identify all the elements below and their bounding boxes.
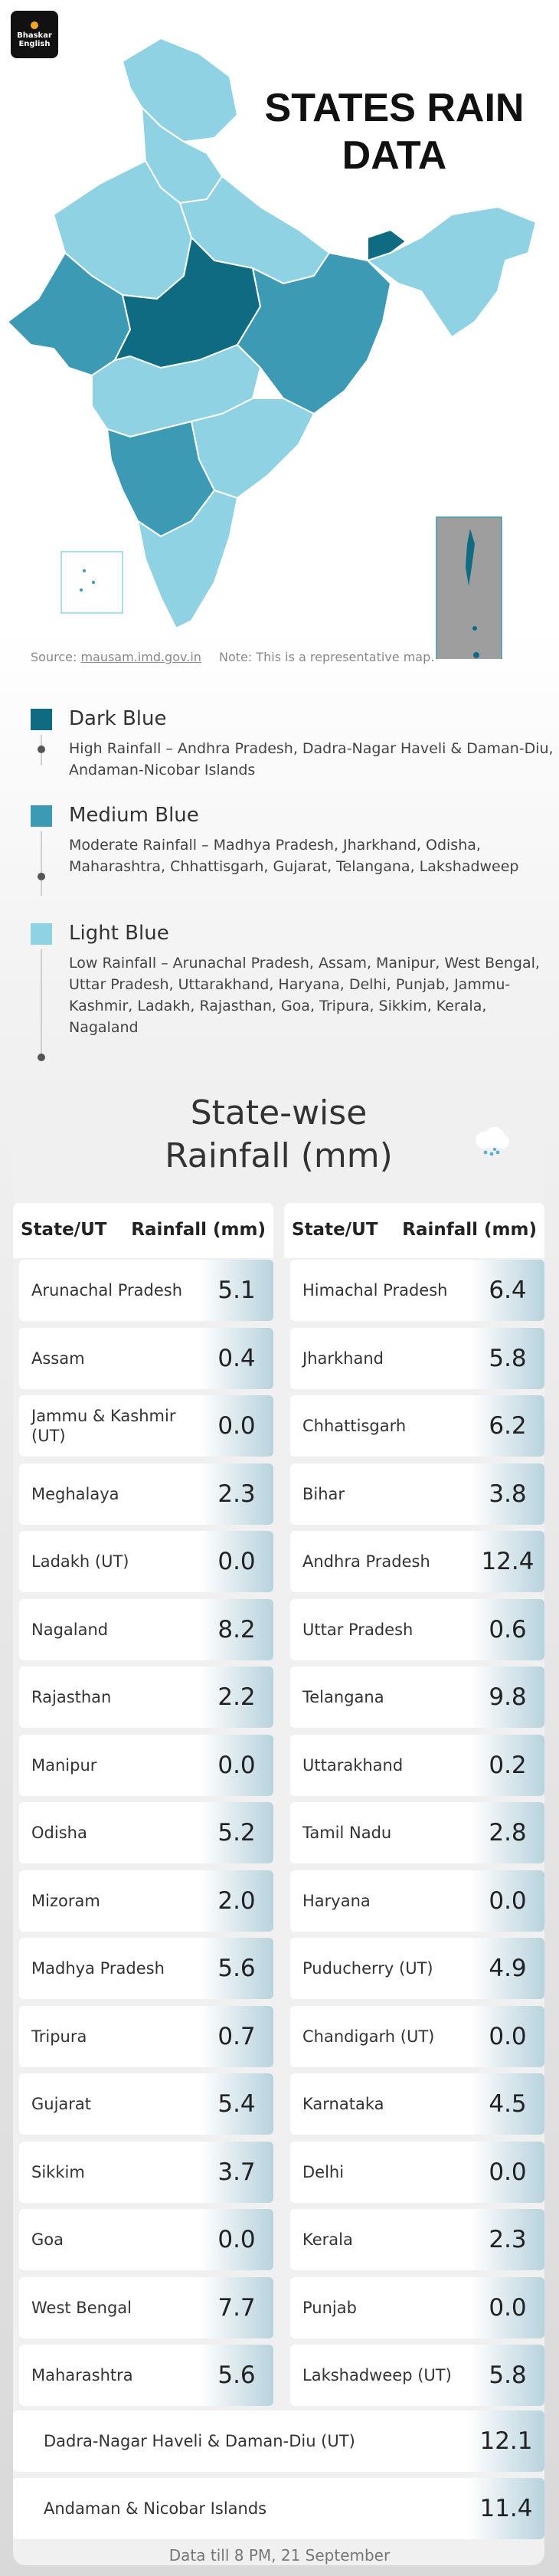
- table-row: [19, 2142, 273, 2203]
- logo-line1: Bhaskar: [17, 31, 52, 40]
- table-row: [290, 2142, 544, 2203]
- rainfall-value: 12.1: [468, 2410, 544, 2472]
- rainfall-value: 0.4: [200, 1328, 273, 1389]
- state-name: Chandigarh (UT): [302, 2027, 435, 2046]
- state-name: Uttar Pradesh: [302, 1620, 414, 1639]
- table-row: [290, 2073, 544, 2135]
- legend-title: Dark Blue: [69, 707, 167, 730]
- state-name: Punjab: [302, 2298, 357, 2317]
- table-row: [19, 1735, 273, 1796]
- rainfall-value: 4.5: [471, 2073, 544, 2135]
- header-rainfall: Rainfall (mm): [402, 1220, 537, 1240]
- rainfall-value: 0.0: [200, 1735, 273, 1796]
- table-header: [13, 1203, 273, 1258]
- legend-description: High Rainfall – Andhra Pradesh, Dadra-Nagar Haveli & Daman-Diu, Andaman-Nicobar Islands: [69, 740, 554, 778]
- map-region-north-east: [368, 207, 536, 337]
- state-name: Ladakh (UT): [31, 1552, 129, 1571]
- state-name: Arunachal Pradesh: [31, 1281, 183, 1299]
- table-row: [19, 2006, 273, 2067]
- state-name: Jammu & Kashmir (UT): [31, 1407, 176, 1445]
- state-name: Tripura: [31, 2027, 87, 2046]
- state-name: Uttarakhand: [302, 1755, 404, 1775]
- legend-description: Low Rainfall – Arunachal Pradesh, Assam, Manipur, West Bengal, Uttar Pradesh, Uttarakhand, Haryana, Delhi, Punjab, Jammu-Kashmir, Ladakh, Rajasthan, Goa, Tripura, Sikkim, Kerala, Nagaland: [69, 955, 540, 1036]
- table-title: State-wise Rainfall (mm): [165, 1093, 393, 1175]
- rainfall-value: 6.2: [471, 1395, 544, 1457]
- rainfall-value: 4.9: [471, 1938, 544, 1999]
- table-row: [19, 1260, 273, 1321]
- rainfall-value: 2.3: [200, 1463, 273, 1525]
- rainfall-value: 0.0: [471, 2006, 544, 2067]
- state-name: Delhi: [302, 2162, 345, 2181]
- table-row: [290, 1938, 544, 1999]
- state-name: Nagaland: [31, 1620, 109, 1639]
- table-row: [290, 1260, 544, 1321]
- state-name: Puducherry (UT): [302, 1959, 433, 1978]
- table-row: [19, 1870, 273, 1932]
- table-row: [19, 1802, 273, 1863]
- medium-blue-swatch: [31, 805, 52, 827]
- table-row: [19, 1328, 273, 1389]
- rainfall-value: 0.0: [200, 1531, 273, 1592]
- table-row: [19, 2345, 273, 2406]
- rainfall-value: 12.4: [471, 1531, 544, 1592]
- rainfall-value: 3.7: [200, 2142, 273, 2203]
- table-row: [290, 1802, 544, 1863]
- rainfall-value: 0.0: [471, 2142, 544, 2203]
- rainfall-value: 0.0: [471, 2277, 544, 2338]
- state-name: Madhya Pradesh: [31, 1959, 165, 1978]
- sun-icon: [31, 21, 38, 29]
- state-name: Rajasthan: [31, 1688, 112, 1706]
- table-row: [19, 1531, 273, 1592]
- state-name: Lakshadweep (UT): [302, 2366, 452, 2384]
- table-row: [19, 1395, 273, 1457]
- rainfall-value: 6.4: [471, 1260, 544, 1321]
- table-row: [290, 1531, 544, 1592]
- table-row: [290, 2209, 544, 2270]
- table-row-wide: [13, 2478, 544, 2539]
- state-name: Meghalaya: [31, 1484, 119, 1503]
- logo-line2: English: [18, 39, 51, 48]
- rainfall-value: 0.2: [471, 1735, 544, 1796]
- state-name: Andaman & Nicobar Islands: [44, 2499, 267, 2518]
- header-state: State/UT: [21, 1220, 107, 1240]
- source-link[interactable]: mausam.imd.gov.in: [80, 650, 201, 664]
- table-row: [19, 1667, 273, 1728]
- table-row: [19, 2209, 273, 2270]
- source-line: [31, 650, 434, 664]
- header-state: State/UT: [292, 1220, 378, 1240]
- state-name: Telangana: [302, 1688, 384, 1706]
- rainfall-value: 5.1: [200, 1260, 273, 1321]
- table-row: [290, 1870, 544, 1932]
- state-name: Sikkim: [31, 2162, 85, 2181]
- state-name: Assam: [31, 1349, 85, 1368]
- table-row: [290, 1667, 544, 1728]
- state-name: Gujarat: [31, 2095, 92, 2113]
- map-region-east: [237, 253, 391, 414]
- rainfall-value: 2.8: [471, 1802, 544, 1863]
- rainfall-value: 8.2: [200, 1599, 273, 1660]
- rainfall-value: 0.0: [200, 1395, 273, 1457]
- rainfall-value: 7.7: [200, 2277, 273, 2338]
- rainfall-value: 2.2: [200, 1667, 273, 1728]
- legend-description: Moderate Rainfall – Madhya Pradesh, Jharkhand, Odisha, Maharashtra, Chhattisgarh, Gujarat, Telangana, Lakshadweep: [69, 837, 519, 875]
- table-row: [19, 2073, 273, 2135]
- state-name: Andhra Pradesh: [302, 1552, 430, 1571]
- table-header: [284, 1203, 544, 1258]
- state-name: Mizoram: [31, 1891, 100, 1910]
- state-name: Kerala: [302, 2230, 353, 2249]
- state-name: Bihar: [302, 1484, 345, 1503]
- state-name: Karnataka: [302, 2095, 384, 2113]
- table-row: [19, 2277, 273, 2338]
- light-blue-swatch: [31, 923, 52, 945]
- rainfall-value: 5.4: [200, 2073, 273, 2135]
- rainfall-value: 0.7: [200, 2006, 273, 2067]
- state-name: West Bengal: [31, 2298, 132, 2317]
- table-row-wide: [13, 2410, 544, 2472]
- map-note: Note: This is a representative map.: [219, 650, 435, 664]
- table-row: [290, 1599, 544, 1660]
- state-name: Chhattisgarh: [302, 1417, 407, 1435]
- legend-title: Medium Blue: [69, 804, 199, 827]
- rainfall-value: 5.6: [200, 2345, 273, 2406]
- rainfall-value: 11.4: [468, 2478, 544, 2539]
- rain-cloud-icon: [469, 1126, 513, 1157]
- dark-blue-swatch: [31, 709, 52, 730]
- table-row: [290, 2006, 544, 2067]
- legend-title: Light Blue: [69, 922, 169, 945]
- rainfall-value: 5.2: [200, 1802, 273, 1863]
- state-name: Dadra-Nagar Haveli & Daman-Diu (UT): [44, 2432, 355, 2450]
- state-name: Goa: [31, 2230, 64, 2249]
- state-name: Himachal Pradesh: [302, 1281, 448, 1299]
- rainfall-value: 0.0: [471, 1870, 544, 1932]
- rainfall-value: 0.0: [200, 2209, 273, 2270]
- rainfall-value: 3.8: [471, 1463, 544, 1525]
- map-region-jammu-kashmir: [123, 38, 237, 142]
- table-row: [19, 1599, 273, 1660]
- rainfall-value: 9.8: [471, 1667, 544, 1728]
- data-timestamp: Data till 8 PM, 21 September: [168, 2546, 391, 2565]
- table-row: [290, 1735, 544, 1796]
- rainfall-value: 5.6: [200, 1938, 273, 1999]
- table-row: [290, 1328, 544, 1389]
- state-name: Haryana: [302, 1891, 371, 1910]
- rainfall-value: 2.0: [200, 1870, 273, 1932]
- rainfall-value: 0.6: [471, 1599, 544, 1660]
- table-row: [19, 1938, 273, 1999]
- source-prefix: Source:: [31, 650, 77, 664]
- table-row: [19, 1463, 273, 1525]
- state-name: Jharkhand: [302, 1349, 384, 1368]
- state-name: Manipur: [31, 1755, 97, 1775]
- table-row: [290, 1395, 544, 1457]
- rainfall-value: 2.3: [471, 2209, 544, 2270]
- state-name: Tamil Nadu: [302, 1824, 392, 1842]
- table-row: [290, 2345, 544, 2406]
- page-title: STATES RAIN DATA: [264, 86, 525, 178]
- table-row: [290, 2277, 544, 2338]
- state-name: Maharashtra: [31, 2366, 133, 2384]
- state-name: Odisha: [31, 1824, 87, 1842]
- header-rainfall: Rainfall (mm): [131, 1220, 266, 1240]
- table-row: [290, 1463, 544, 1525]
- rainfall-value: 5.8: [471, 2345, 544, 2406]
- rainfall-value: 5.8: [471, 1328, 544, 1389]
